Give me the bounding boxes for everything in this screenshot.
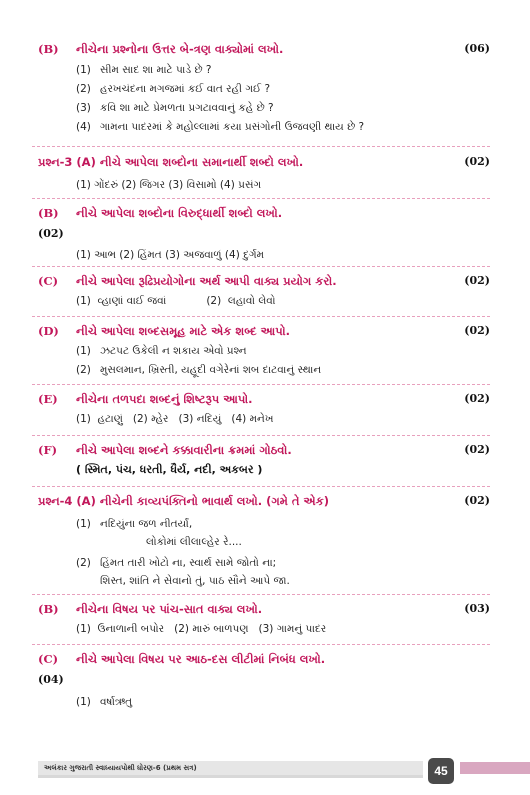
book-title: અલંકાર ગુજરાતી સ્વાધ્યાયપોથી ધોરણ-6 (પ્રથમ સત્ર): [44, 764, 197, 772]
divider: [32, 146, 490, 147]
marks: (04): [38, 673, 64, 686]
question-4c-items: [38, 687, 490, 712]
heading-text: નીચે આપેલા શબ્દોના વિરુદ્ધાર્થી શબ્દો લખો.: [76, 206, 283, 220]
section-b-short-answers: [38, 42, 490, 137]
poem-line: (2) હિંમત તારી ખોટો ના, સ્વાર્થ સામે જોતો ના;: [76, 557, 277, 569]
poem-line: (1) નદિયુંના જળ નીતર્યાં,: [76, 518, 193, 530]
section-label: (C): [38, 274, 59, 288]
section-heading: [38, 494, 490, 509]
list-item: (4) ગામના પાદરમાં કે મહોલ્લામાં કયા પ્રસંગોની ઉજવણી થાય છે ?: [76, 121, 365, 133]
marks: (02): [464, 324, 490, 337]
section-heading: [38, 42, 490, 57]
footer-accent-strip: [460, 762, 530, 774]
page-footer: [0, 748, 530, 795]
question-3b-antonyms: [38, 206, 490, 221]
section-heading: [38, 324, 490, 339]
marks: (02): [464, 443, 490, 456]
divider: [32, 198, 490, 199]
marks: (02): [464, 155, 490, 168]
section-heading: [38, 206, 490, 221]
marks: (06): [464, 42, 490, 55]
footer-bar-shadow: [38, 775, 423, 778]
section-label: પ્રશ્ન-3 (A): [38, 155, 96, 169]
question-3a-synonyms: [38, 155, 490, 195]
list-item: (1) સીમ સાદ શા માટે પાડે છે ?: [76, 64, 212, 76]
section-label: પ્રશ્ન-4 (A): [38, 494, 96, 508]
list-item: (2) મુસલમાન, ખ્રિસ્તી, યહૂદી વગેરેનાં શબ દાટવાનું સ્થાન: [76, 364, 322, 376]
list-item: (1) ગોંદરું (2) જિગર (3) વિસામો (4) પ્રસંગ: [76, 179, 262, 191]
section-label: (B): [38, 42, 59, 56]
list-item: (2) હરખચંદના મગજમાં કઈ વાત રહી ગઈ ?: [76, 83, 271, 95]
list-item: (1) આભ (2) હિંમત (3) અજવાળું (4) દુર્ગમ: [76, 249, 265, 261]
question-4c-essay: [38, 652, 490, 667]
divider: [32, 316, 490, 317]
heading-text: નીચે આપેલા શબ્દને કક્કાવારીના ક્રમમાં ગોઠવો.: [76, 443, 292, 457]
section-heading: [38, 652, 490, 667]
section-label: (E): [38, 392, 58, 406]
section-label: (B): [38, 602, 59, 616]
heading-text: નીચેની કાવ્યપંક્તિનો ભાવાર્થ લખો. (ગમે તે એક): [99, 494, 330, 508]
divider: [32, 486, 490, 487]
heading-text: નીચેના તળપદા શબ્દનું શિષ્ટરૂપ આપો.: [76, 392, 253, 406]
section-heading: [38, 443, 490, 458]
heading-text: નીચેના પ્રશ્નોના ઉત્તર બે-ત્રણ વાક્યોમાં લખો.: [76, 42, 284, 56]
heading-text: નીચે આપેલા વિષય પર આઠ-દસ લીટીમાં નિબંધ લખો.: [76, 652, 326, 666]
question-4a-poem-meaning: [38, 494, 490, 590]
question-4b-sentences: [38, 602, 490, 639]
question-3f-alphabetical: [38, 443, 490, 477]
section-heading: [38, 155, 490, 170]
section-heading: [38, 274, 490, 289]
section-heading: [38, 602, 490, 617]
question-3b-items: [38, 240, 490, 265]
section-label: (F): [38, 443, 58, 457]
question-3d-one-word: [38, 324, 490, 380]
marks: (02): [38, 227, 64, 240]
list-item: (1) ઉનાળાની બપોર (2) મારું બાળપણ (3) ગામનું પાદર: [76, 623, 327, 635]
question-3e-standard-form: [38, 392, 490, 429]
poem-line: શિસ્ત, શાંતિ ને સેવાનો તું, પાઠ સૌને આપે જા.: [100, 575, 290, 587]
heading-text: નીચે આપેલા શબ્દસમૂહ માટે એક શબ્દ આપો.: [76, 324, 290, 338]
heading-text: નીચે આપેલા રૂઢિપ્રયોગોના અર્થ આપી વાક્ય પ્રયોગ કરો.: [76, 274, 337, 288]
list-item: (1) હટાણું (2) મ્હેર (3) નદિયું (4) મનેખ: [76, 413, 274, 425]
divider: [32, 266, 490, 267]
heading-text: નીચેના વિષય પર પાંચ-સાત વાક્ય લખો.: [76, 602, 263, 616]
marks: (02): [464, 392, 490, 405]
section-label: (C): [38, 652, 59, 666]
list-item: (1) ઝટપટ ઉકેલી ન શકાય એવો પ્રશ્ન: [76, 345, 247, 357]
marks: (03): [464, 602, 490, 615]
word-list: ( સ્મિત, પંચ, ધરતી, ધૈર્ય, નદી, અકબર ): [76, 463, 263, 476]
heading-text: નીચે આપેલા શબ્દોના સમાનાર્થી શબ્દો લખો.: [99, 155, 304, 169]
list-item: (3) કવિ શા માટે પ્રેમળતા પ્રગટાવવાનું કહે છે ?: [76, 102, 274, 114]
marks: (02): [464, 494, 490, 507]
section-label: (B): [38, 206, 59, 220]
section-label: (D): [38, 324, 59, 338]
divider: [32, 644, 490, 645]
divider: [32, 594, 490, 595]
list-item: (1) વ્હાણાં વાઈ જવાં (2) લહાવો લેવો: [76, 295, 276, 307]
question-3c-idioms: [38, 274, 490, 311]
divider: [32, 435, 490, 436]
poem-line: લોકોમાં લીલાલ્હેર રે....: [146, 536, 242, 548]
page-number: 45: [428, 758, 454, 784]
divider: [32, 384, 490, 385]
marks: (02): [464, 274, 490, 287]
section-heading: [38, 392, 490, 407]
list-item: (1) વર્ષાઋતુ: [76, 696, 133, 708]
